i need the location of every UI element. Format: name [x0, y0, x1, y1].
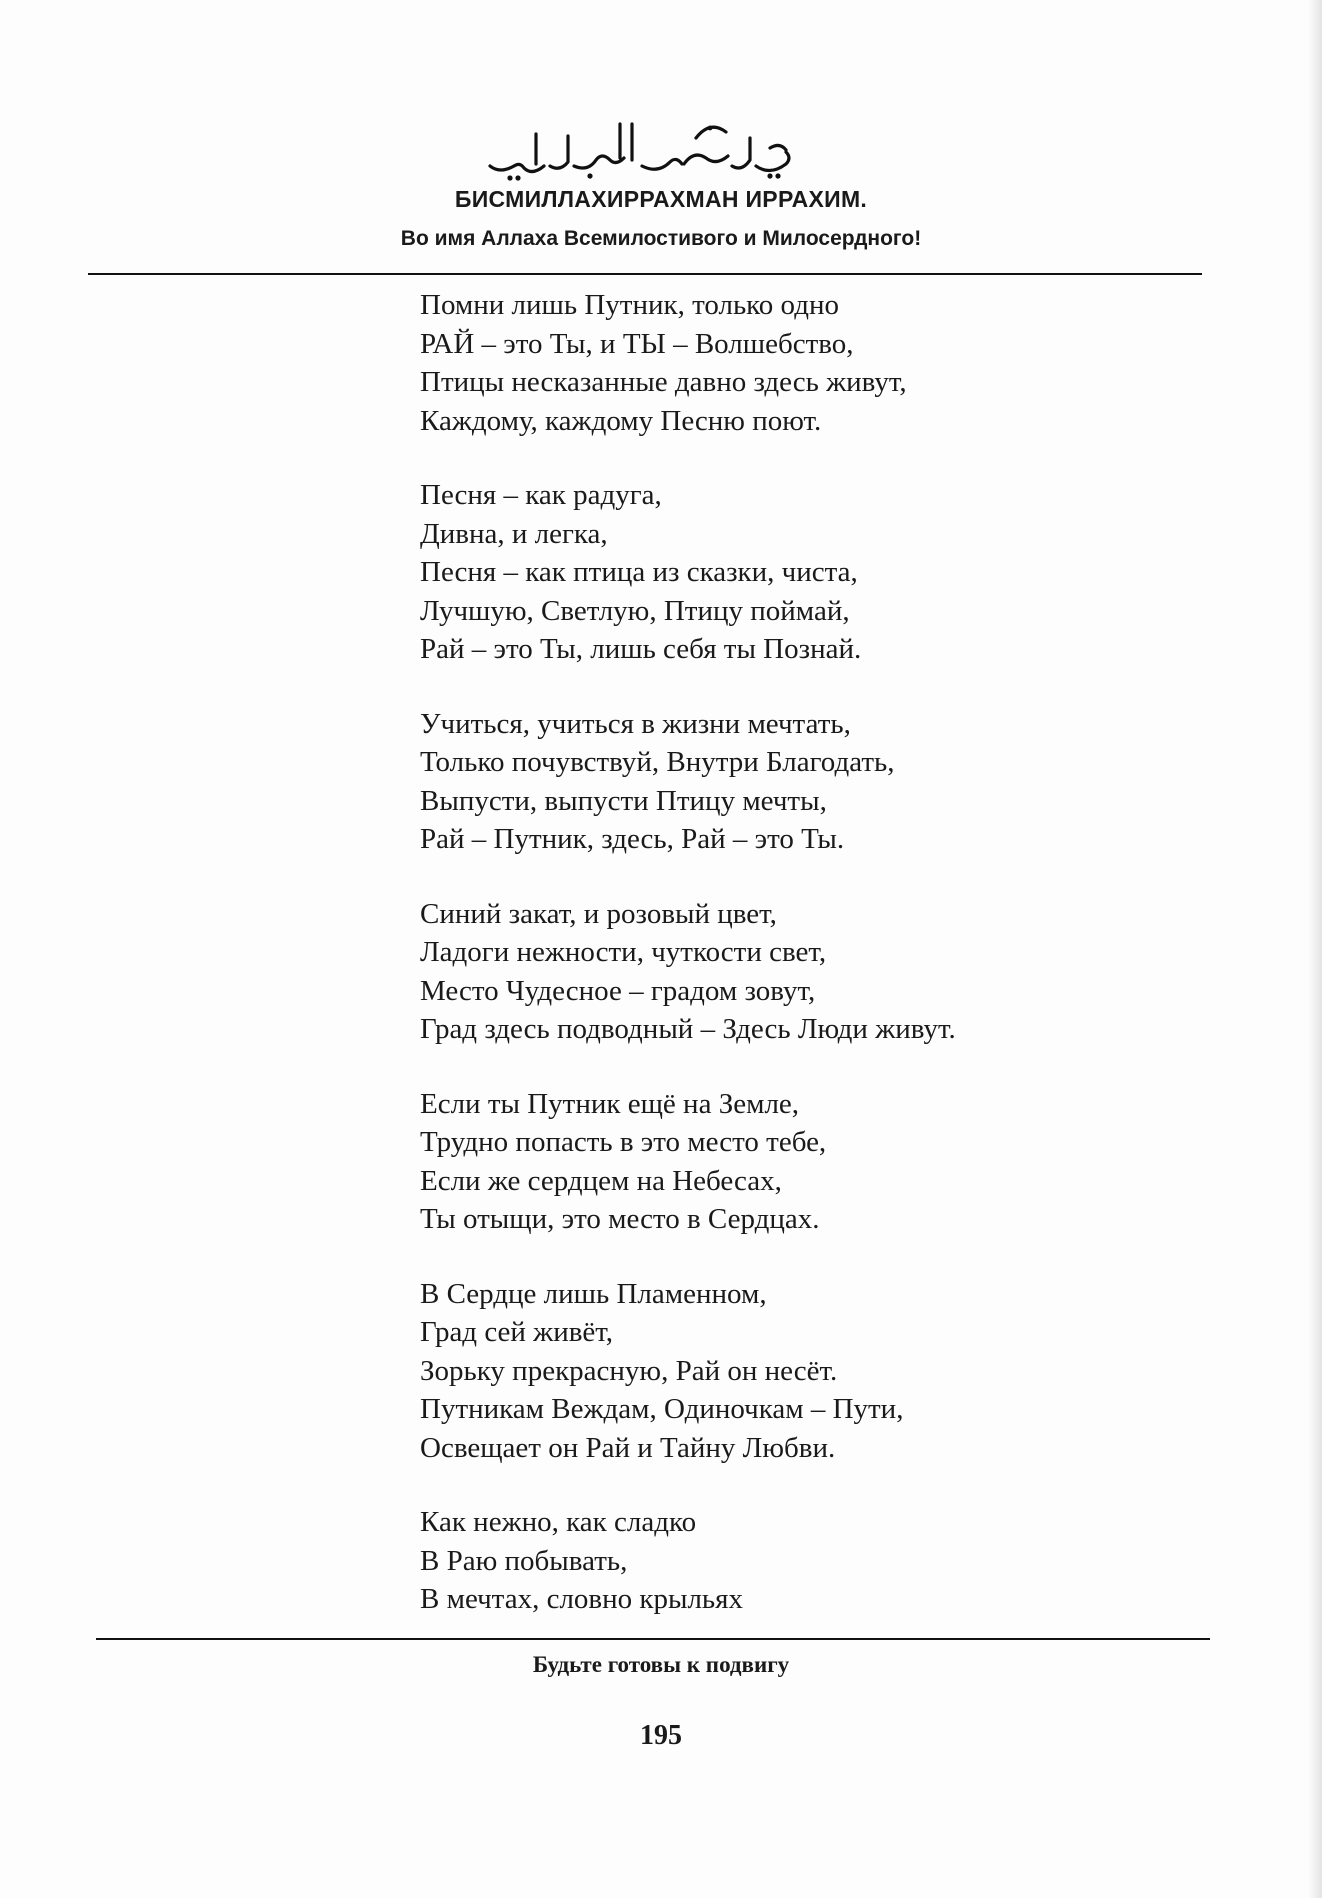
poem-line: В мечтах, словно крыльях — [420, 1583, 743, 1615]
poem-line: Град сей живёт, — [420, 1316, 614, 1348]
poem-line: Освещает он Рай и Тайну Любви. — [420, 1431, 836, 1464]
stanza — [420, 895, 1220, 1049]
poem-line: Если же сердцем на Небесах, — [420, 1164, 782, 1197]
poem-line: В Раю побывать, — [420, 1544, 628, 1577]
stanza — [420, 1085, 1220, 1239]
header-title: БИСМИЛЛАХИРРАХМАН ИРРАХИМ. — [454, 186, 868, 212]
poem-line: РАЙ – это Ты, и ТЫ – Волшебство, — [420, 327, 854, 360]
stanza — [420, 476, 1220, 669]
poem-line: Ты отыщи, это место в Сердцах. — [420, 1203, 820, 1235]
header-subtitle: Во имя Аллаха Всемилостивого и Милосердного! — [400, 227, 922, 250]
poem-line: Ладоги нежности, чуткости свет, — [420, 936, 827, 968]
poem-line: Место Чудесное – градом зовут, — [420, 974, 816, 1007]
stanza — [420, 705, 1220, 859]
poem-line: Рай – Путник, здесь, Рай – это Ты. — [420, 823, 845, 855]
poem-line: Лучшую, Светлую, Птицу поймай, — [420, 594, 850, 627]
stanza — [420, 286, 1220, 440]
poem-line: Град здесь подводный – Здесь Люди живут. — [420, 1013, 956, 1045]
stanza — [420, 1275, 1220, 1468]
poem-line: Выпусти, выпусти Птицу мечты, — [420, 784, 827, 817]
poem-line: Синий закат, и розовый цвет, — [420, 897, 777, 930]
stanza — [420, 1503, 1220, 1619]
poem-line: Путникам Веждам, Одиночкам – Пути, — [420, 1393, 904, 1425]
basmala-calligraphy-icon — [470, 108, 810, 188]
page-number: 195 — [640, 1720, 682, 1751]
poem-line: Рай – это Ты, лишь себя ты Познай. — [420, 633, 862, 665]
poem-body — [420, 286, 1220, 1655]
footer-title: Будьте готовы к подвигу — [532, 1652, 790, 1677]
poem-line: Трудно попасть в это место тебе, — [420, 1126, 827, 1158]
poem-line: Птицы несказанные давно здесь живут, — [420, 366, 907, 398]
footer-divider — [96, 1638, 1210, 1640]
poem-line: Каждому, каждому Песню поют. — [420, 404, 822, 437]
page-edge-shadow — [1308, 0, 1322, 1898]
poem-line: Дивна, и легка, — [420, 517, 608, 550]
poem-line: Песня – как радуга, — [420, 479, 662, 511]
poem-line: Помни лишь Путник, только одно — [420, 289, 839, 321]
poem-line: В Сердце лишь Пламенном, — [420, 1277, 767, 1310]
poem-line: Песня – как птица из сказки, чиста, — [420, 556, 858, 588]
poem-line: Зорьку прекрасную, Рай он несёт. — [420, 1354, 838, 1387]
poem-line: Если ты Путник ещё на Земле, — [420, 1087, 800, 1120]
poem-line: Учиться, учиться в жизни мечтать, — [420, 707, 851, 740]
poem-line: Как нежно, как сладко — [420, 1506, 697, 1538]
header-divider — [88, 273, 1202, 275]
poem-line: Только почувствуй, Внутри Благодать, — [420, 746, 895, 778]
